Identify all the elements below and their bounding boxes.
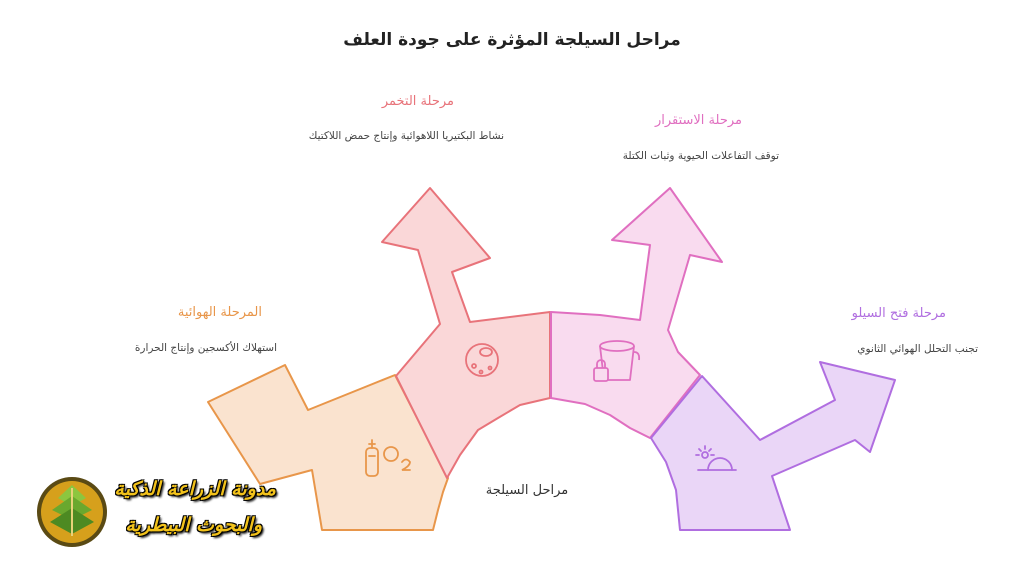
stability-stage-title: مرحلة الاستقرار: [654, 113, 742, 128]
opening-stage-title: مرحلة فتح السيلو: [851, 306, 946, 321]
aerobic-stage-desc: استهلاك الأكسجين وإنتاج الحرارة: [134, 342, 277, 354]
blog-logo-emblem: [37, 477, 107, 547]
fermentation-stage-title: مرحلة التخمر: [381, 94, 454, 109]
opening-stage-desc: تجنب التحلل الهوائي الثانوي: [857, 343, 978, 355]
stability-stage-desc: توقف التفاعلات الحيوية وثبات الكتلة: [622, 150, 779, 162]
logo-line-2: والبحوث البيطرية: [125, 514, 262, 536]
center-label: مراحل السيلجة: [485, 483, 569, 498]
logo-line-1: مدونة الزراعة الذكية: [114, 478, 276, 500]
diagram-title: مراحل السيلجة المؤثرة على جودة العلف: [343, 30, 681, 50]
aerobic-stage-title: المرحلة الهوائية: [177, 305, 262, 320]
fermentation-stage-desc: نشاط البكتيريا اللاهوائية وإنتاج حمض اللاكتيك: [308, 130, 504, 142]
